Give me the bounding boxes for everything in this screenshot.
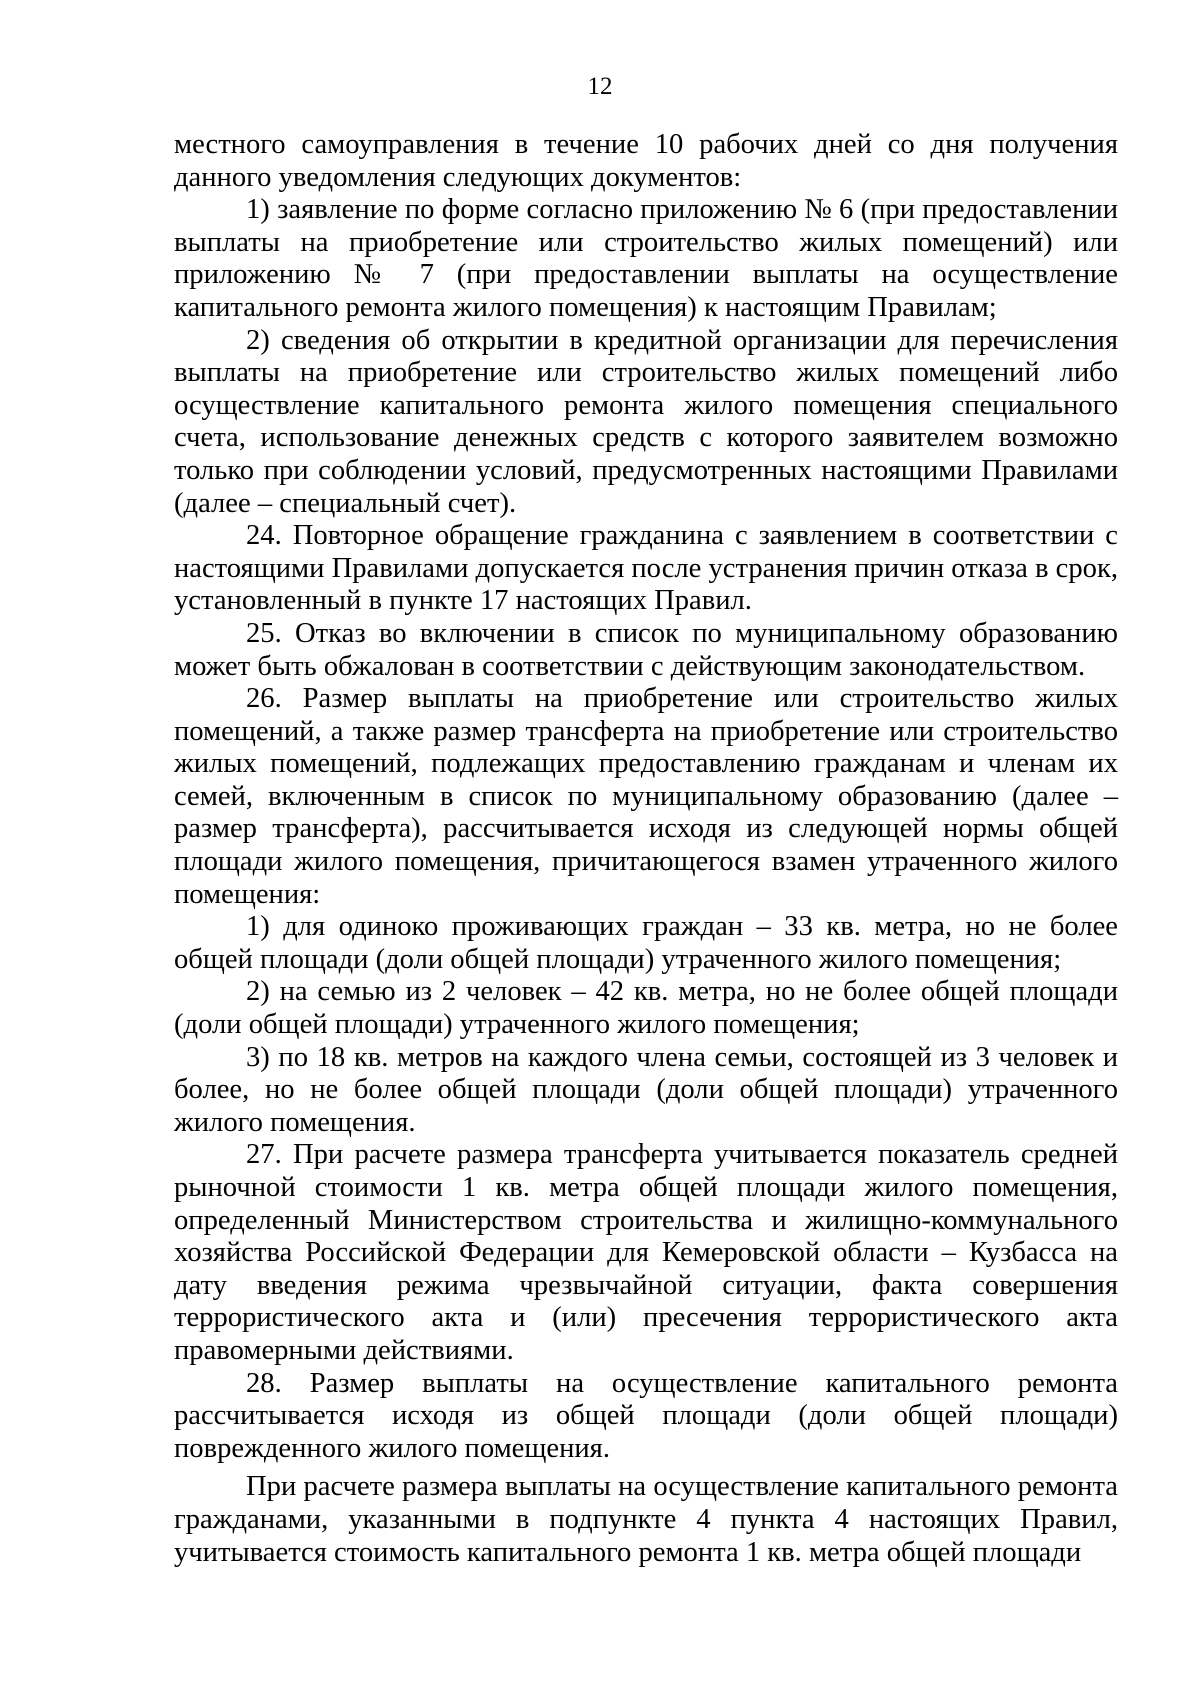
paragraph: 3) по 18 кв. метров на каждого члена семьи, состоящей из 3 человек и более, но не более общей площади (доли общей площади) утраченного жилого помещения. [174,1041,1118,1138]
page-number: 12 [587,73,613,100]
paragraph: 1) для одиноко проживающих граждан – 33 кв. метра, но не более общей площади (доли общей площади) утраченного жилого помещения; [174,911,1118,975]
paragraph: 28. Размер выплаты на осуществление капитального ремонта рассчитывается исходя из общей площади (доли общей площади) поврежденного жилого помещения. [174,1367,1118,1464]
paragraph: 26. Размер выплаты на приобретение или строительство жилых помещений, а также размер трансферта на приобретение или строительство жилых помещений, подлежащих предоставлению гражданам и членам их семей, включенным в список по муниципальному образованию (далее – размер трансферта), рассчитывается исходя из следующей нормы общей площади жилого помещения, причитающегося взамен утраченного жилого помещения: [174,683,1118,910]
paragraph: 1) заявление по форме согласно приложению № 6 (при предоставлении выплаты на приобретение или строительство жилых помещений) или приложению № 7 (при предоставлении выплаты на осуществление капитального ремонта жилого помещения) к настоящим Правилам; [174,194,1118,323]
paragraph: местного самоуправления в течение 10 рабочих дней со дня получения данного уведомления следующих документов: [174,129,1118,193]
paragraph: 24. Повторное обращение гражданина с заявлением в соответствии с настоящими Правилами допускается после устранения причин отказа в срок, установленный в пункте 17 настоящих Правил. [174,520,1118,617]
paragraph: При расчете размера выплаты на осуществление капитального ремонта гражданами, указанными в подпункте 4 пункта 4 настоящих Правил, учитывается стоимость капитального ремонта 1 кв. метра общей площади [174,1471,1118,1568]
paragraph: 27. При расчете размера трансферта учитывается показатель средней рыночной стоимости 1 кв. метра общей площади жилого помещения, определенный Министерством строительства и жилищно-коммунального хозяйства Российской Федерации для Кемеровской области – Кузбасса на дату введения режима чрезвычайной ситуации, факта совершения террористического акта и (или) пресечения террористического акта правомерными действиями. [174,1139,1118,1366]
paragraph: 25. Отказ во включении в список по муниципальному образованию может быть обжалован в соответствии с действующим законодательством. [174,617,1118,682]
paragraph: 2) сведения об открытии в кредитной организации для перечисления выплаты на приобретение или строительство жилых помещений либо осуществление капитального ремонта жилого помещения специального счета, использование денежных средств с которого заявителем возможно только при соблюдении условий, предусмотренных настоящими Правилами (далее – специальный счет). [174,324,1118,519]
document-body [174,129,1118,1569]
paragraph: 2) на семью из 2 человек – 42 кв. метра, но не более общей площади (доли общей площади) утраченного жилого помещения; [174,976,1118,1041]
